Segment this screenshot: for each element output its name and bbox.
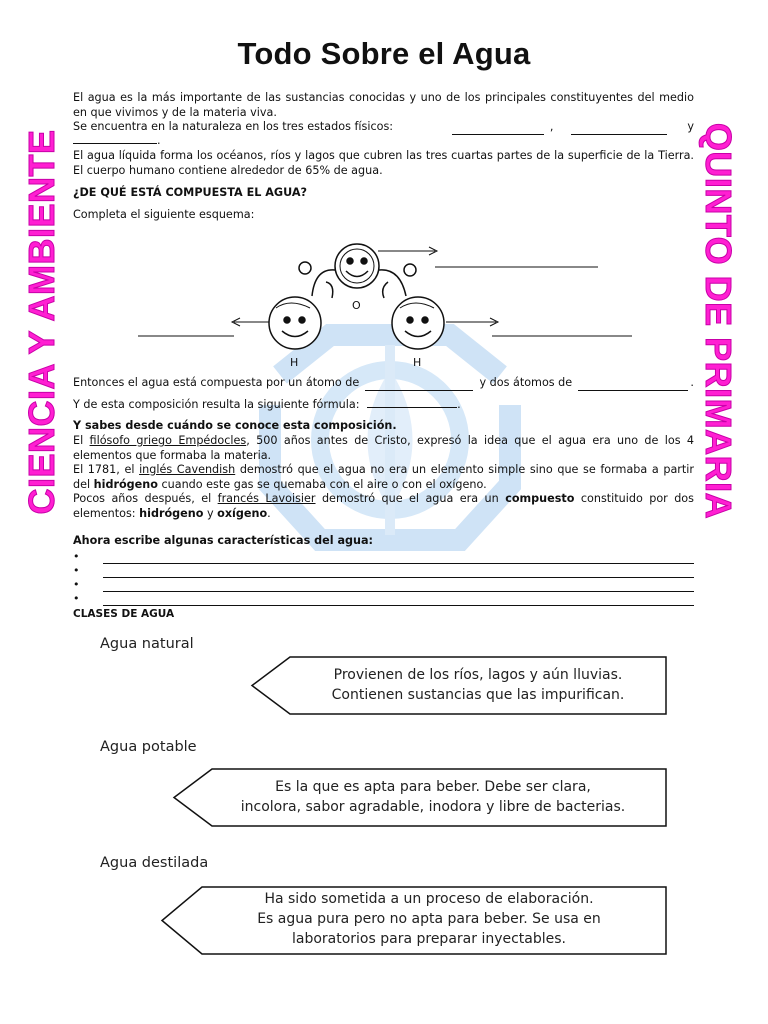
composition-line-2 [73, 398, 694, 413]
state-blank-3[interactable] [73, 143, 157, 144]
intro-paragraph-1: El agua es la más importante de las sustancias conocidas y uno de los principales constituyentes del medio en que vivimos y de la materia viva. [73, 91, 694, 119]
side-banner-left: CIENCIA Y AMBIENTE [21, 129, 62, 515]
clase-box-potable [172, 768, 668, 828]
bullet-icon: • [73, 592, 80, 605]
history-text: demostró que el agua era un [321, 492, 499, 505]
bullet-icon: • [73, 564, 80, 577]
state-sep-2: y [687, 120, 694, 133]
cavendish-link: inglés Cavendish [139, 463, 236, 476]
state-blank-3-row [73, 134, 694, 149]
history-lavoisier [73, 492, 694, 521]
clases-heading: CLASES DE AGUA [73, 608, 175, 620]
intro-paragraph-3: El agua líquida forma los océanos, ríos y lagos que cubren las tres cuartas partes de la superficie de la Tierra. El cuerpo humano contiene alrededor de 65% de agua. [73, 149, 694, 177]
clase-desc-line: Contienen sustancias que las impurifican. [331, 687, 625, 703]
history-text: El [73, 434, 84, 447]
formula-end: . [457, 398, 461, 411]
clase-desc-line: incolora, sabor agradable, inodora y libre de bacterias. [240, 799, 626, 815]
history-text: constituido por dos elementos: [73, 492, 694, 520]
instruction-text: Completa el siguiente esquema: [73, 208, 255, 221]
clase-box-natural [250, 656, 668, 716]
hydrogen-label-left: H [290, 356, 299, 369]
characteristics-heading: Ahora escribe algunas características del agua: [73, 534, 374, 547]
intro-paragraph-2 [73, 120, 694, 135]
state-end: . [157, 134, 161, 147]
history-text: Pocos años después, el [73, 492, 212, 505]
composition-question: ¿DE QUÉ ESTÁ COMPUESTA EL AGUA? [73, 186, 308, 199]
bullet-icon: • [73, 578, 80, 591]
history-text: y [206, 506, 214, 520]
composition-text-b: y dos átomos de [479, 376, 573, 389]
composition-line-1 [73, 376, 694, 391]
oxygen-label: O [352, 299, 361, 312]
list-item[interactable] [73, 592, 694, 606]
atom-blank-1[interactable] [365, 376, 473, 391]
formula-blank[interactable] [367, 407, 457, 408]
state-sep-1: , [549, 120, 554, 133]
clase-label-potable: Agua potable [100, 739, 197, 755]
history-text: , 500 años antes de Cristo, expresó la idea que el agua era uno de los 4 elementos que formaba la materia. [73, 434, 694, 462]
clase-desc-line: Es agua pura pero no apta para beber. Se usa en [257, 911, 601, 927]
clase-box-destilada [160, 886, 668, 956]
answer-line[interactable] [103, 582, 694, 592]
clase-desc-line: Es la que es apta para beber. Debe ser clara, [275, 779, 591, 795]
history-text: cuando este gas se quemaba con el aire o con el oxígeno. [161, 477, 487, 491]
compound-bold: compuesto [505, 492, 575, 505]
clase-desc-line: laboratorios para preparar inyectables. [291, 931, 567, 947]
oxygen-bold: oxígeno [217, 506, 268, 520]
formula-text: Y de esta composición resulta la siguiente fórmula: [73, 398, 360, 411]
state-blank-1[interactable] [452, 120, 544, 135]
composition-text-a: Entonces el agua está compuesta por un átomo de [73, 376, 360, 389]
history-text: demostró que el agua no era un elemento simple sino que se formaba a partir del [73, 463, 694, 491]
list-item[interactable] [73, 578, 694, 592]
hydrogen-bold: hidrógeno [139, 506, 204, 520]
lavoisier-link: francés Lavoisier [217, 492, 316, 505]
composition-end: . [690, 376, 694, 389]
history-text: El 1781, el [73, 463, 135, 476]
page-title: Todo Sobre el Agua [237, 36, 531, 71]
list-item[interactable] [73, 550, 694, 564]
atom-blank-2[interactable] [578, 376, 688, 391]
characteristics-list [73, 550, 694, 606]
clase-desc-line: Ha sido sometida a un proceso de elaboración. [264, 891, 594, 907]
water-molecule-diagram [130, 238, 640, 373]
history-heading: Y sabes desde cuándo se conoce esta composición. [73, 419, 397, 432]
hydrogen-label-right: H [413, 356, 422, 369]
empedocles-link: filósofo griego Empédocles [89, 434, 247, 447]
state-blank-2[interactable] [571, 120, 667, 135]
states-text: Se encuentra en la naturaleza en los tres estados físicos: [73, 120, 394, 133]
answer-line[interactable] [103, 596, 694, 606]
bullet-icon: • [73, 550, 80, 563]
clase-label-destilada: Agua destilada [100, 855, 209, 871]
side-banner-right: QUINTO DE PRIMARIA [698, 122, 739, 520]
hydrogen-bold: hidrógeno [93, 477, 158, 491]
history-empedocles [73, 434, 694, 463]
answer-line[interactable] [103, 568, 694, 578]
clase-desc-line: Provienen de los ríos, lagos y aún lluvias. [333, 667, 623, 683]
history-end: . [267, 506, 271, 520]
clase-label-natural: Agua natural [100, 636, 194, 652]
list-item[interactable] [73, 564, 694, 578]
answer-line[interactable] [103, 554, 694, 564]
history-cavendish [73, 463, 694, 492]
